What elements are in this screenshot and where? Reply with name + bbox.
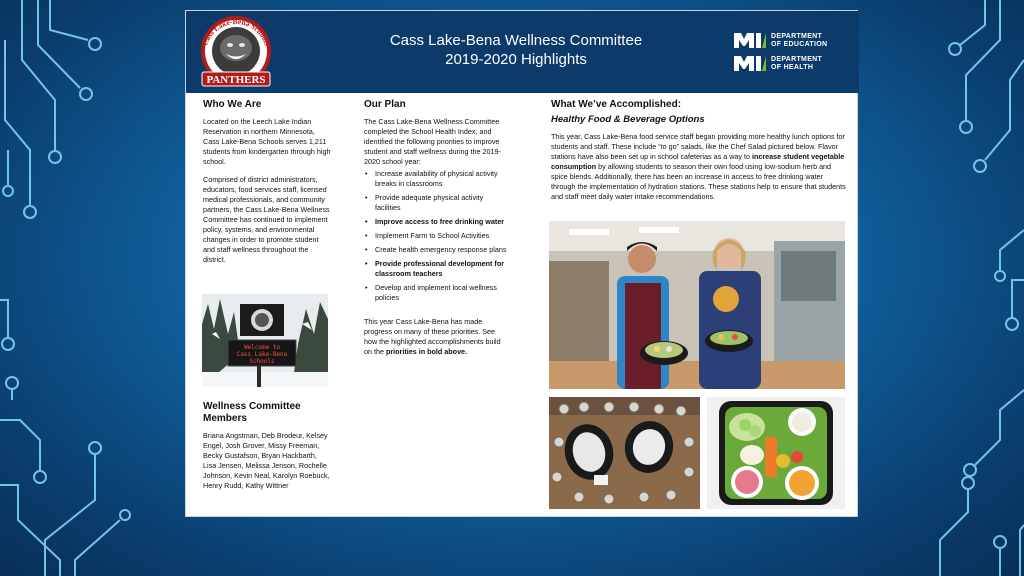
panthers-logo bbox=[196, 14, 276, 91]
priority-item: • Develop and implement local wellness policies bbox=[364, 283, 509, 303]
svg-text:Cass Lake-Bena Schools: Cass Lake-Bena Schools bbox=[200, 16, 272, 47]
svg-text:Schools: Schools bbox=[249, 358, 275, 365]
plan-outro: This year Cass Lake-Bena has made progress on many of these priorities. See how the highlighted accomplishments build on the priorities in bold above. bbox=[364, 317, 501, 356]
priority-item-bold: • Improve access to free drinking water bbox=[364, 217, 509, 227]
who-we-are-text-2: Comprised of district administrators, educators, food services staff, licensed medical professionals, and community partners, the Cass Lake-Bena Wellness Committee has continued to implement policy, systems, and environmental changes in order to promote student and staff wellness throughout the district. bbox=[203, 175, 330, 264]
staff-with-salads-photo bbox=[549, 221, 845, 389]
committee-members-section bbox=[203, 401, 331, 499]
mn-education-logo: DEPARTMENT OF EDUCATION bbox=[734, 31, 854, 50]
header-banner bbox=[186, 11, 859, 93]
flavor-station-photo bbox=[549, 397, 700, 509]
who-we-are-heading: Who We Are bbox=[203, 99, 262, 110]
members-heading: Wellness Committee Members bbox=[203, 401, 301, 424]
svg-text:PANTHERS: PANTHERS bbox=[206, 74, 266, 86]
food-beverage-subheading: Healthy Food & Beverage Options bbox=[551, 114, 705, 125]
mn-department-logos bbox=[734, 31, 854, 77]
slide-title: Cass Lake-Bena Wellness Committee 2019-2020 Highlights bbox=[389, 32, 643, 68]
school-sign-photo bbox=[202, 294, 328, 387]
plan-intro: The Cass Lake-Bena Wellness Committee completed the School Health Index, and identified the following priorities to improve student and staff wellness during the 2019-2020 school year: bbox=[364, 117, 501, 166]
accomplished-text: This year, Cass Lake-Bena food service staff began providing more healthy lunch options for students and staff. These include “to go” salads, like the Chef Salad pictured below. Flavor stations have also been set up in school cafeterias as a way to increase student vegetable consumption by allowing students to season their own food using low-sodium herb and spice blends. Additionally, there has been an increase in access to free drinking water through the implementation of hydration stations. These stations help to ensure that students and staff meet daily water intake recommendations. bbox=[551, 132, 846, 201]
our-plan-heading: Our Plan bbox=[364, 99, 406, 110]
priority-item-bold: • Provide professional development for classroom teachers bbox=[364, 259, 509, 279]
svg-text:Welcome to: Welcome to bbox=[243, 344, 281, 351]
priority-item: • Increase availability of physical activity breaks in classrooms bbox=[364, 169, 509, 189]
priority-item: • Implement Farm to School Activities bbox=[364, 231, 509, 241]
our-plan-section bbox=[364, 99, 509, 365]
svg-text:Cass Lake-Bena: Cass Lake-Bena bbox=[236, 351, 288, 358]
chef-salad-photo bbox=[707, 397, 845, 509]
highlights-slide bbox=[185, 10, 858, 517]
priority-list bbox=[364, 169, 509, 303]
accomplishments-section bbox=[551, 99, 846, 210]
members-list: Briana Angstman, Deb Brodeur, Kelsey Engel, Josh Grover, Missy Freeman, Becky Gustafson, Bryan Hackbarth, Lisa Jensen, Melissa Jenson, Rochelle Johnson, Kevin Neal, Karolyn Roebuck, Henry Rudd, Kathy Wittner bbox=[203, 431, 330, 490]
who-we-are-text-1: Located on the Leech Lake Indian Reservation in northern Minnesota, Cass Lake-Bena Schools serves 1,211 students from kindergarten through high school. bbox=[203, 117, 331, 166]
priority-item: • Create health emergency response plans bbox=[364, 245, 509, 255]
who-we-are-section bbox=[203, 99, 331, 273]
mn-health-logo: DEPARTMENT OF HEALTH bbox=[734, 54, 854, 73]
priority-item: • Provide adequate physical activity facilities bbox=[364, 193, 509, 213]
accomplished-heading: What We’ve Accomplished: bbox=[551, 99, 682, 110]
